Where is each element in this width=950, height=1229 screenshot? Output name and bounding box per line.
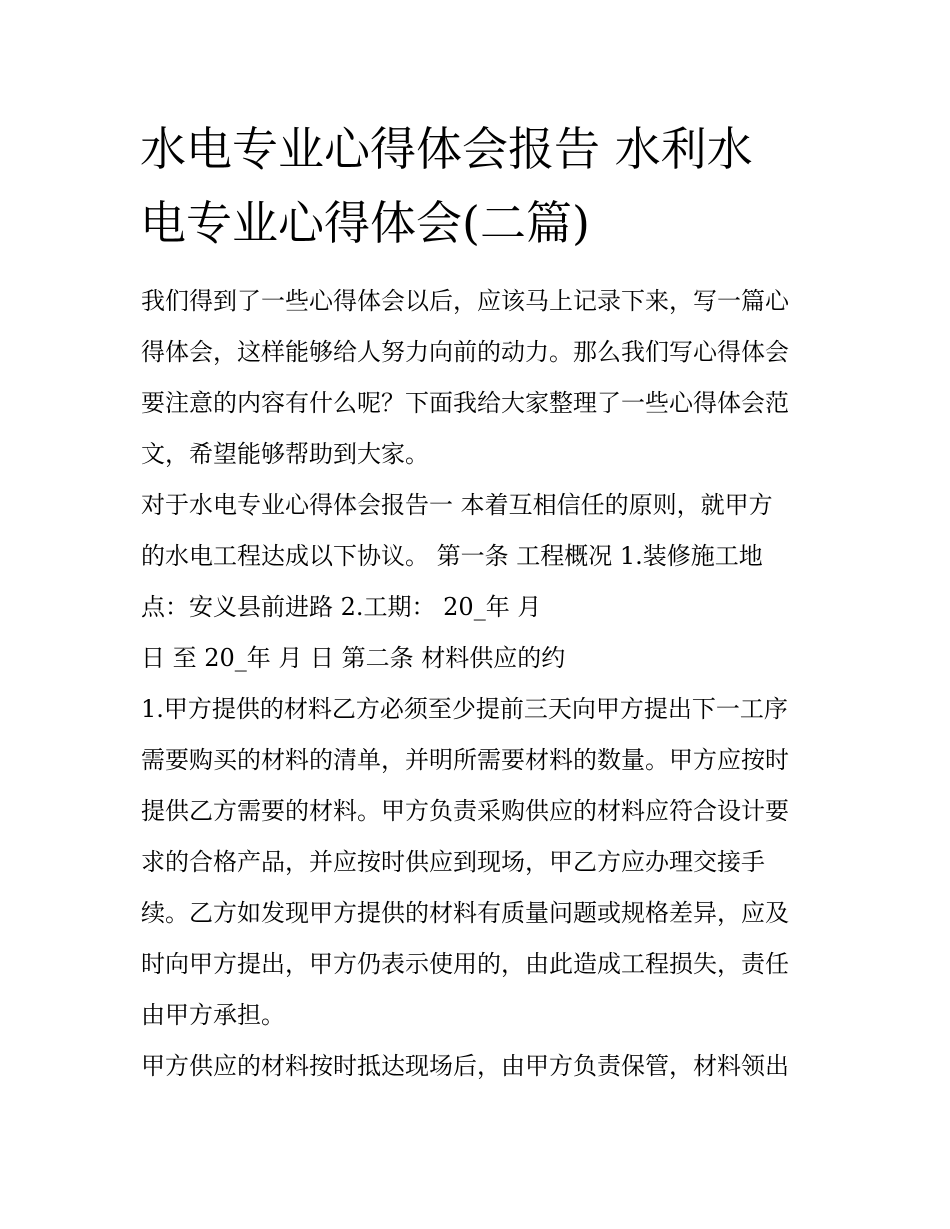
text-line: 要注意的内容有什么呢？下面我给大家整理了一些心得体会范 <box>141 389 789 417</box>
text-line: 得体会，这样能够给人努力向前的动力。那么我们写心得体会 <box>141 338 789 366</box>
material-supply-paragraph <box>141 684 831 1041</box>
text-line: 时向甲方提出，甲方仍表示使用的，由此造成工程损失，责任 <box>141 950 789 978</box>
text-line: 需要购买的材料的清单，并明所需要材料的数量。甲方应按时 <box>141 746 789 774</box>
text-line: 求的合格产品，并应按时供应到现场，甲乙方应办理交接手 <box>141 848 765 876</box>
text-line: 日 至 20_年 月 日 第二条 材料供应的约 <box>141 644 566 672</box>
text-line: 续。乙方如发现甲方提供的材料有质量问题或规格差异，应及 <box>141 899 789 927</box>
text-line: 我们得到了一些心得体会以后，应该马上记录下来，写一篇心 <box>141 287 789 315</box>
text-line: 1.甲方提供的材料乙方必须至少提前三天向甲方提出下一工序 <box>141 695 788 723</box>
document-title <box>140 112 830 260</box>
material-custody-paragraph <box>141 1041 831 1092</box>
title-line: 电专业心得体会(二篇) <box>140 196 590 250</box>
intro-paragraph <box>141 276 831 480</box>
agreement-paragraph <box>141 480 831 684</box>
document-body <box>141 276 831 1092</box>
text-line: 甲方供应的材料按时抵达现场后，由甲方负责保管，材料领出 <box>141 1052 789 1080</box>
text-line: 文，希望能够帮助到大家。 <box>141 440 429 468</box>
text-line: 提供乙方需要的材料。甲方负责采购供应的材料应符合设计要 <box>141 797 789 825</box>
text-line: 对于水电专业心得体会报告一 本着互相信任的原则，就甲方 <box>141 491 773 519</box>
text-line: 由甲方承担。 <box>141 1001 285 1029</box>
text-line: 的水电工程达成以下协议。 第一条 工程概况 1.装修施工地 <box>141 542 763 570</box>
title-line: 水电专业心得体会报告 水利水 <box>140 122 753 176</box>
text-line: 点：安义县前进路 2.工期： 20_年 月 <box>141 593 542 621</box>
